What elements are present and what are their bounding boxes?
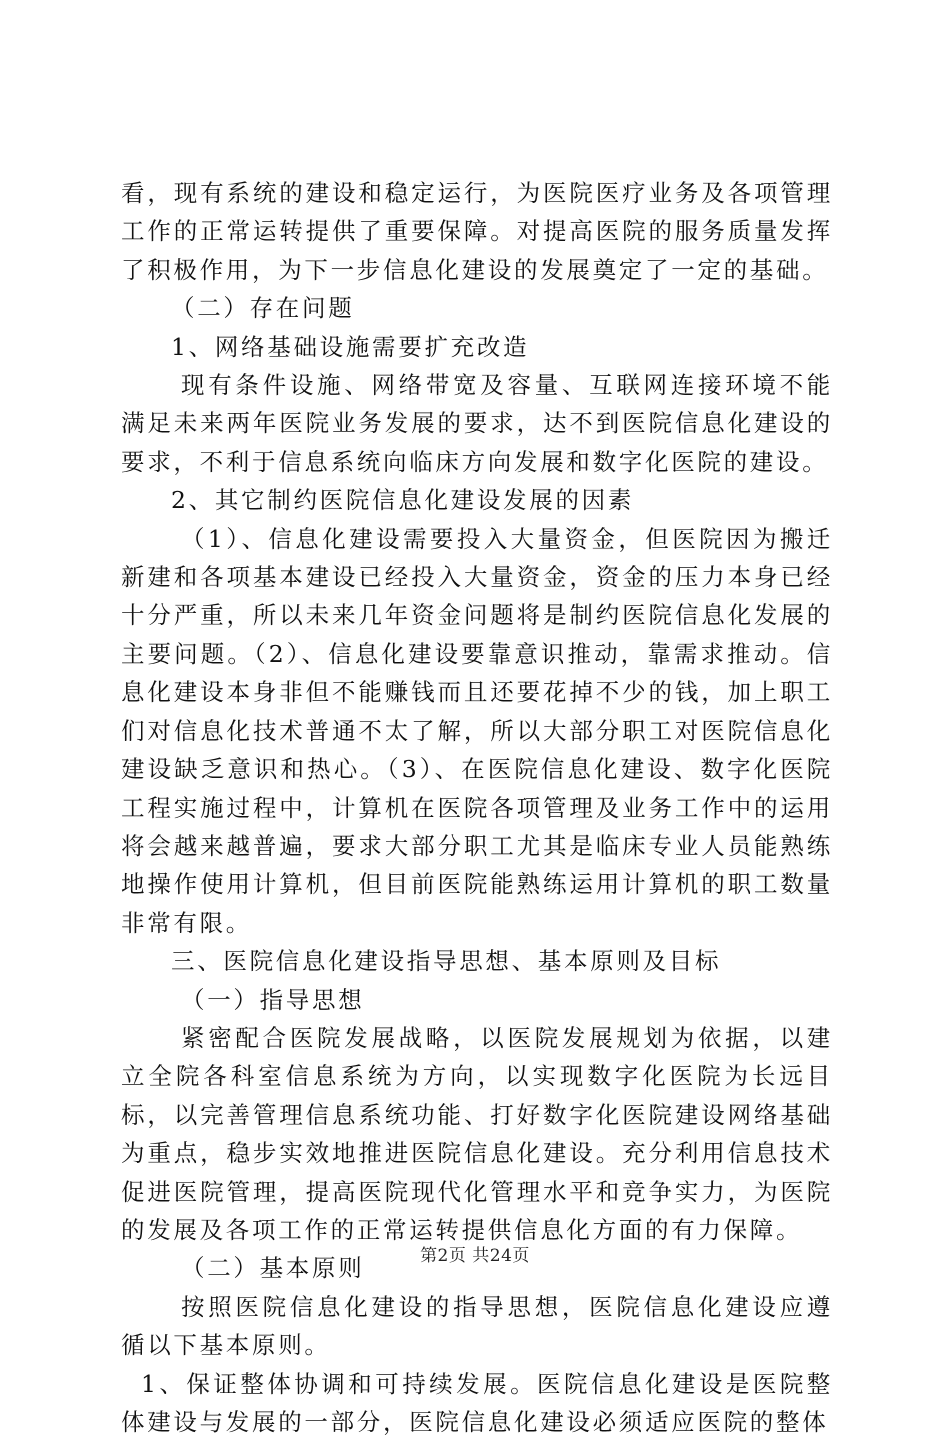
paragraph-network: 现有条件设施、网络带宽及容量、互联网连接环境不能满足未来两年医院业务发展的要求，达不到医院信息化建设的要求，不利于信息系统向临床方向发展和数字化医院的建设。 [121, 371, 833, 476]
section-heading-problems: （二）存在问题 [171, 294, 355, 323]
page-footer [0, 1241, 950, 1266]
paragraph-principle-one: 1、保证整体协调和可持续发展。医院信息化建设是医院整体建设与发展的一部分，医院信息化建设必须适应医院的整体 [121, 1369, 833, 1436]
subheading-other-factors: 2、其它制约医院信息化建设发展的因素 [171, 486, 635, 515]
subheading-basic-principles: （二）基本原则 [181, 1254, 365, 1283]
paragraph-continuation: 看，现有系统的建设和稳定运行，为医院医疗业务及各项管理工作的正常运转提供了重要保障。对提高医院的服务质量发挥了积极作用，为下一步信息化建设的发展奠定了一定的基础。 [121, 179, 833, 284]
paragraph-basic-principles: 按照医院信息化建设的指导思想，医院信息化建设应遵循以下基本原则。 [121, 1292, 833, 1360]
section-heading-three: 三、医院信息化建设指导思想、基本原则及目标 [171, 947, 722, 976]
subheading-guiding-thought: （一）指导思想 [181, 985, 365, 1014]
paragraph-other-factors: （1）、信息化建设需要投入大量资金，但医院因为搬迁新建和各项基本建设已经投入大量资金，资金的压力本身已经十分严重，所以未来几年资金问题将是制约医院信息化发展的主要问题。（2）、信息化建设要靠意识推动，靠需求推动。信息化建设本身非但不能赚钱而且还要花掉不少的钱，加上职工们对信息化技术普通不太了解，所以大部分职工对医院信息化建设缺乏意识和热心。（3）、在医院信息化建设、数字化医院工程实施过程中，计算机在医院各项管理及业务工作中的运用将会越来越普遍，要求大部分职工尤其是临床专业人员能熟练地操作使用计算机，但目前医院能熟练运用计算机的职工数量非常有限。 [121, 524, 833, 937]
paragraph-guiding-thought: 紧密配合医院发展战略，以医院发展规划为依据，以建立全院各科室信息系统为方向，以实现数字化医院为长远目标，以完善管理信息系统功能、打好数字化医院建设网络基础为重点，稳步实效地推进医院信息化建设。充分利用信息技术促进医院管理，提高医院现代化管理水平和竞争实力，为医院的发展及各项工作的正常运转提供信息化方面的有力保障。 [121, 1023, 833, 1244]
subheading-network: 1、网络基础设施需要扩充改造 [171, 332, 530, 361]
page-number-label: 第2页 共24页 [420, 1246, 530, 1266]
